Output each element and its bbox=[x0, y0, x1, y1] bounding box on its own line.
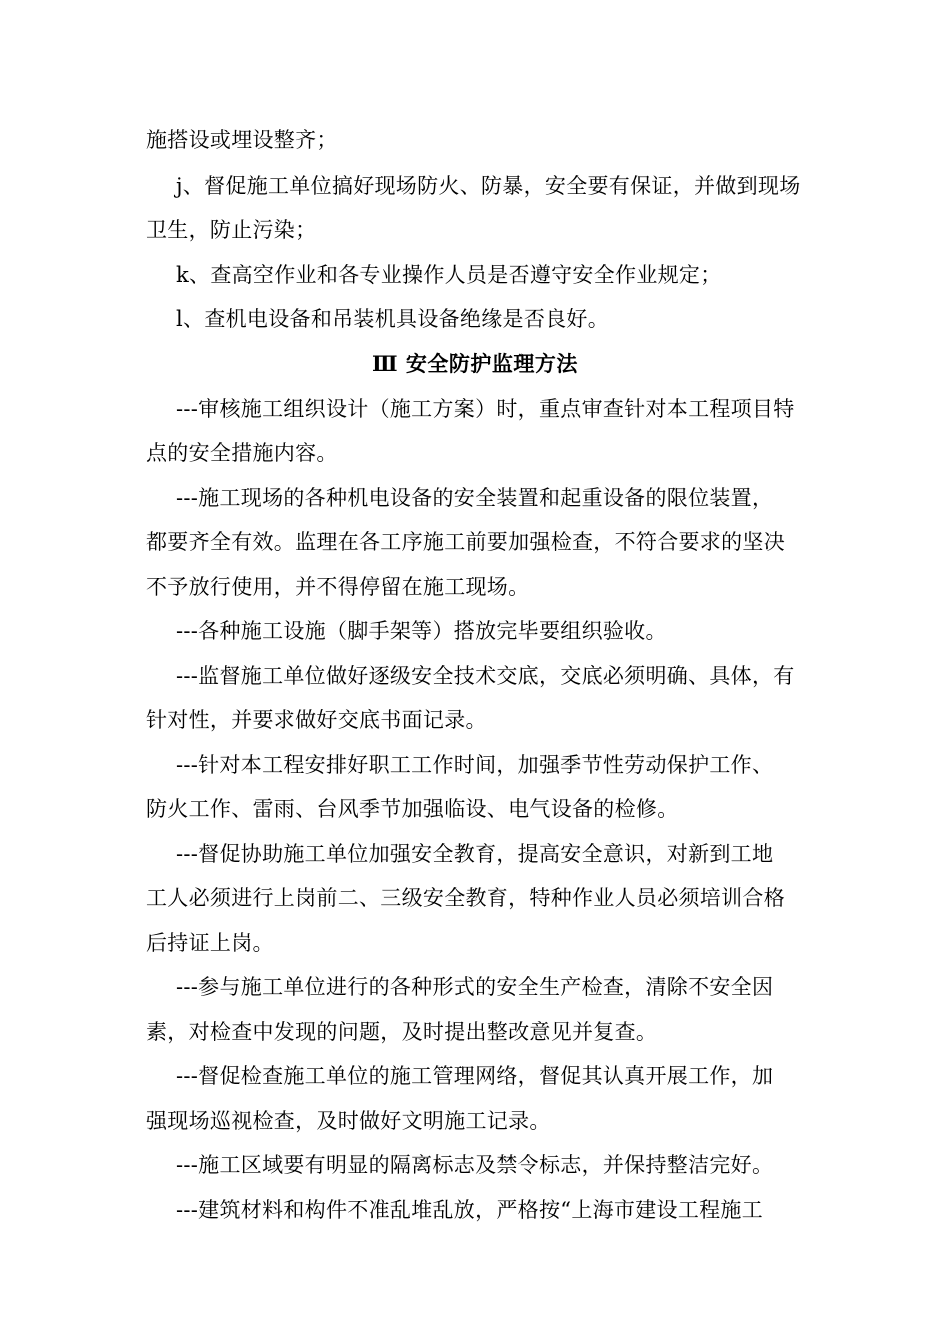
text-line: ---督促协助施工单位加强安全教育，提高安全意识，对新到工地 bbox=[176, 842, 774, 866]
text-line: ---针对本工程安排好职工工作时间，加强季节性劳动保护工作、 bbox=[176, 753, 774, 777]
text-line: 不予放行使用，并不得停留在施工现场。 bbox=[146, 575, 530, 599]
text-line: 施搭设或埋设整齐； bbox=[146, 128, 338, 152]
text-line: ---监督施工单位做好逐级安全技术交底，交底必须明确、具体，有 bbox=[176, 664, 795, 688]
text-line: ---建筑材料和构件不准乱堆乱放，严格按“上海市建设工程施工 bbox=[176, 1198, 764, 1222]
text-line: ---施工现场的各种机电设备的安全装置和起重设备的限位装置， bbox=[176, 486, 774, 510]
text-line: 都要齐全有效。监理在各工序施工前要加强检查，不符合要求的坚决 bbox=[146, 530, 785, 554]
text-line: l、查机电设备和吊装机具设备绝缘是否良好。 bbox=[176, 307, 610, 331]
text-line: ---参与施工单位进行的各种形式的安全生产检查，清除不安全因 bbox=[176, 975, 774, 999]
text-line: 卫生，防止污染； bbox=[146, 218, 317, 242]
text-line: ---各种施工设施（脚手架等）搭放完毕要组织验收。 bbox=[176, 619, 667, 643]
text-line: j、督促施工单位搞好现场防火、防暴，安全要有保证，并做到现场 bbox=[176, 174, 801, 198]
text-line: ---施工区域要有明显的隔离标志及禁令标志，并保持整洁完好。 bbox=[176, 1153, 774, 1177]
text-line: 后持证上岗。 bbox=[146, 931, 274, 955]
text-line: ---审核施工组织设计（施工方案）时，重点审查针对本工程项目特 bbox=[176, 397, 795, 421]
text-line: 工人必须进行上岗前二、三级安全教育，特种作业人员必须培训合格 bbox=[146, 886, 785, 910]
text-line: 素，对检查中发现的问题，及时提出整改意见并复查。 bbox=[146, 1020, 658, 1044]
text-line: 针对性，并要求做好交底书面记录。 bbox=[146, 708, 487, 732]
text-line: k、查高空作业和各专业操作人员是否遵守安全作业规定； bbox=[176, 263, 722, 287]
section-heading: Ⅲ 安全防护监理方法 bbox=[372, 351, 578, 376]
text-line: 强现场巡视检查，及时做好文明施工记录。 bbox=[146, 1109, 551, 1133]
text-line: 防火工作、雷雨、台风季节加强临设、电气设备的检修。 bbox=[146, 797, 679, 821]
text-line: 点的安全措施内容。 bbox=[146, 441, 338, 465]
text-line: ---督促检查施工单位的施工管理网络，督促其认真开展工作，加 bbox=[176, 1064, 774, 1088]
